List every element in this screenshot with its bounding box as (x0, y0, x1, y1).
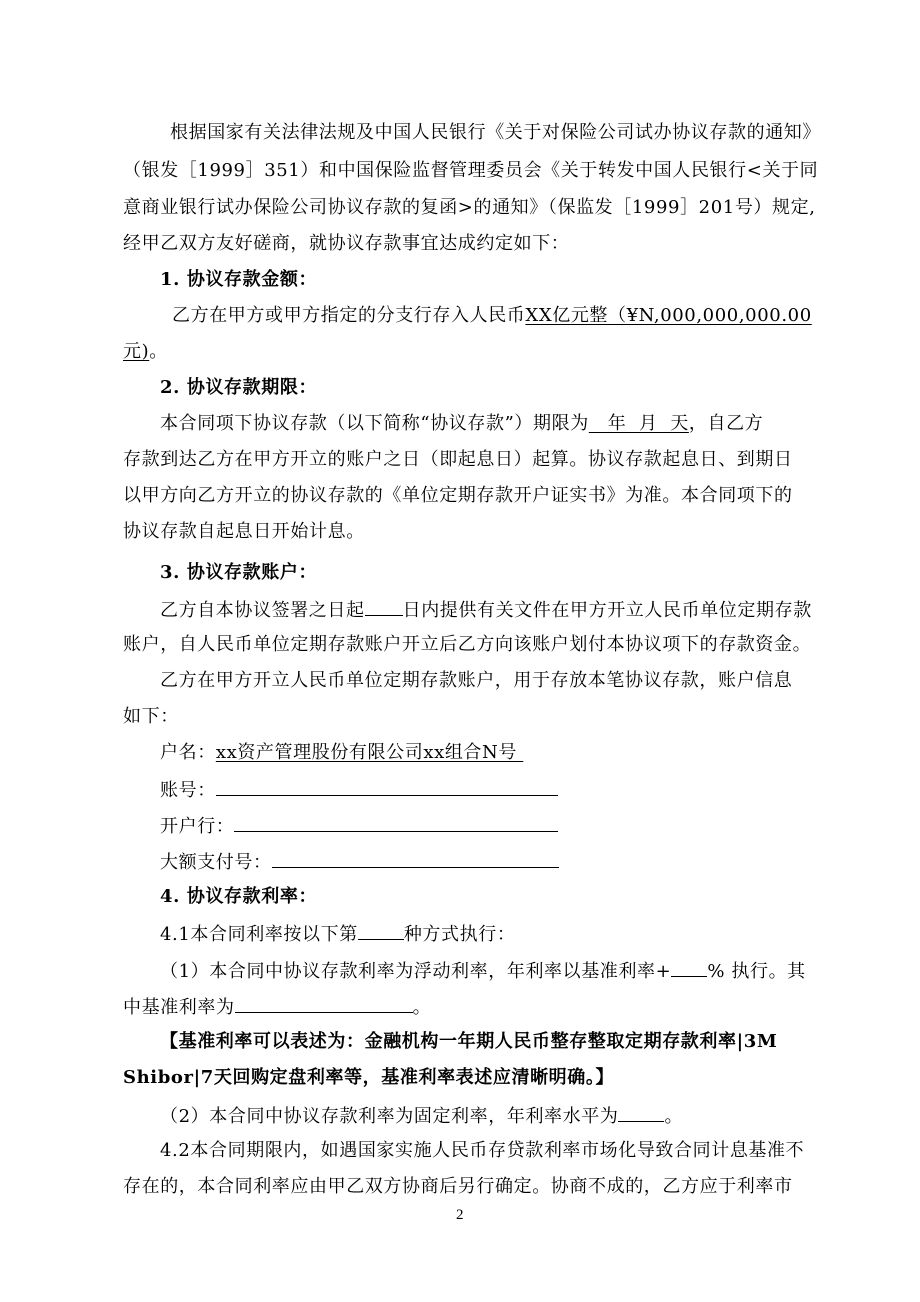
opening-bank-field[interactable] (234, 813, 558, 832)
clause-4-1-text: 4.1本合同利率按以下第 (160, 924, 358, 945)
option-1-text-post: % 执行。其 (707, 961, 806, 982)
account-number-row (160, 777, 558, 803)
section-1-line-1 (172, 304, 812, 328)
large-payment-no-row (160, 849, 559, 875)
term-text: 本合同项下协议存款（以下简称“协议存款”）期限为 (160, 413, 589, 434)
deposit-amount-text: 乙方在甲方或甲方指定的分支行存入人民币 (172, 305, 526, 326)
days-blank-field[interactable] (365, 597, 403, 616)
deposit-amount-value: XX亿元整（¥N,000,000,000.00 (525, 305, 812, 326)
account-name-label: 户名： (160, 742, 216, 763)
clause-4-2-line-2: 存在的，本合同利率应由甲乙双方协商后另行确定。协商不成的，乙方应于利率市 (123, 1176, 793, 1197)
option-2-line (160, 1103, 683, 1129)
days-text: 乙方自本协议签署之日起 (160, 600, 365, 621)
opening-bank-row (160, 813, 558, 839)
section-2-line-2: 存款到达乙方在甲方开立的账户之日（即起息日）起算。协议存款起息日、到期日 (123, 449, 793, 470)
section-3-heading: 3. 协议存款账户： (160, 562, 318, 583)
option-1-line-1 (160, 958, 806, 984)
section-4-heading: 4. 协议存款利率： (160, 886, 318, 907)
page-number: 2 (455, 1207, 465, 1223)
section-3-p2-line-1: 乙方在甲方开立人民币单位定期存款账户，用于存放本笔协议存款，账户信息 (160, 670, 793, 691)
section-2-heading: 2. 协议存款期限： (160, 377, 318, 398)
account-name-row (160, 741, 523, 765)
intro-line-1: 根据国家有关法律法规及中国人民银行《关于对保险公司试办协议存款的通知》 (170, 122, 821, 143)
base-rate-end: 。 (412, 997, 432, 1018)
option-number-field[interactable] (358, 921, 404, 940)
deposit-amount-end: 。 (149, 341, 168, 362)
section-3-p2-line-2: 如下： (123, 706, 179, 727)
option-1-text: （1）本合同中协议存款利率为浮动利率，年利率以基准利率+ (160, 961, 672, 982)
section-2-line-4: 协议存款自起息日开始计息。 (123, 521, 365, 542)
section-3-p1-line-1 (160, 597, 812, 623)
large-payment-no-field[interactable] (272, 849, 559, 868)
opening-bank-label: 开户行： (160, 816, 235, 837)
clause-4-2-line-1: 4.2本合同期限内，如遇国家实施人民币存贷款利率市场化导致合同计息基准不 (160, 1140, 805, 1161)
intro-line-4: 经甲乙双方友好磋商，就协议存款事宜达成约定如下： (123, 233, 570, 254)
fixed-rate-field[interactable] (618, 1103, 664, 1122)
term-text-post: ，自乙方 (688, 413, 764, 434)
section-1-line-2 (123, 340, 168, 364)
deposit-amount-value-cont: 元) (123, 341, 150, 362)
option-1-line-2 (123, 994, 431, 1020)
option-2-end: 。 (664, 1106, 684, 1127)
account-number-field[interactable] (216, 777, 558, 796)
section-3-p1-line-2: 账户，自人民币单位定期存款账户开立后乙方向该账户划付本协议项下的存款资金。 (123, 634, 812, 655)
intro-line-2: （银发［1999］351）和中国保险监督管理委员会《关于转发中国人民银行<关于同 (123, 160, 819, 181)
base-rate-field[interactable] (235, 994, 413, 1013)
large-payment-no-label: 大额支付号： (160, 852, 272, 873)
clause-4-1 (160, 921, 515, 947)
term-value-field[interactable]: 年 月 天 (588, 413, 689, 434)
days-text-post: 日内提供有关文件在甲方开立人民币单位定期存款 (402, 600, 812, 621)
account-number-label: 账号： (160, 780, 216, 801)
clause-4-1-text-post: 种方式执行： (403, 924, 516, 945)
spread-field[interactable] (671, 958, 707, 977)
section-1-heading: 1. 协议存款金额： (160, 269, 318, 290)
section-2-line-3: 以甲方向乙方开立的协议存款的《单位定期存款开户证实书》为准。本合同项下的 (123, 485, 793, 506)
option-2-text: （2）本合同中协议存款利率为固定利率，年利率水平为 (160, 1106, 619, 1127)
intro-line-3: 意商业银行试办保险公司协议存款的复函>的通知》（保监发［1999］201号）规定, (123, 197, 816, 218)
section-2-line-1 (160, 412, 763, 436)
base-rate-note-line-1: 【基准利率可以表述为：金融机构一年期人民币整存整取定期存款利率|3M (160, 1031, 778, 1052)
base-rate-note-line-2: Shibor|7天回购定盘利率等，基准利率表述应清晰明确。】 (123, 1067, 615, 1088)
base-rate-label: 中基准利率为 (123, 997, 235, 1018)
account-name-value: xx资产管理股份有限公司xx组合N号 (215, 742, 524, 763)
